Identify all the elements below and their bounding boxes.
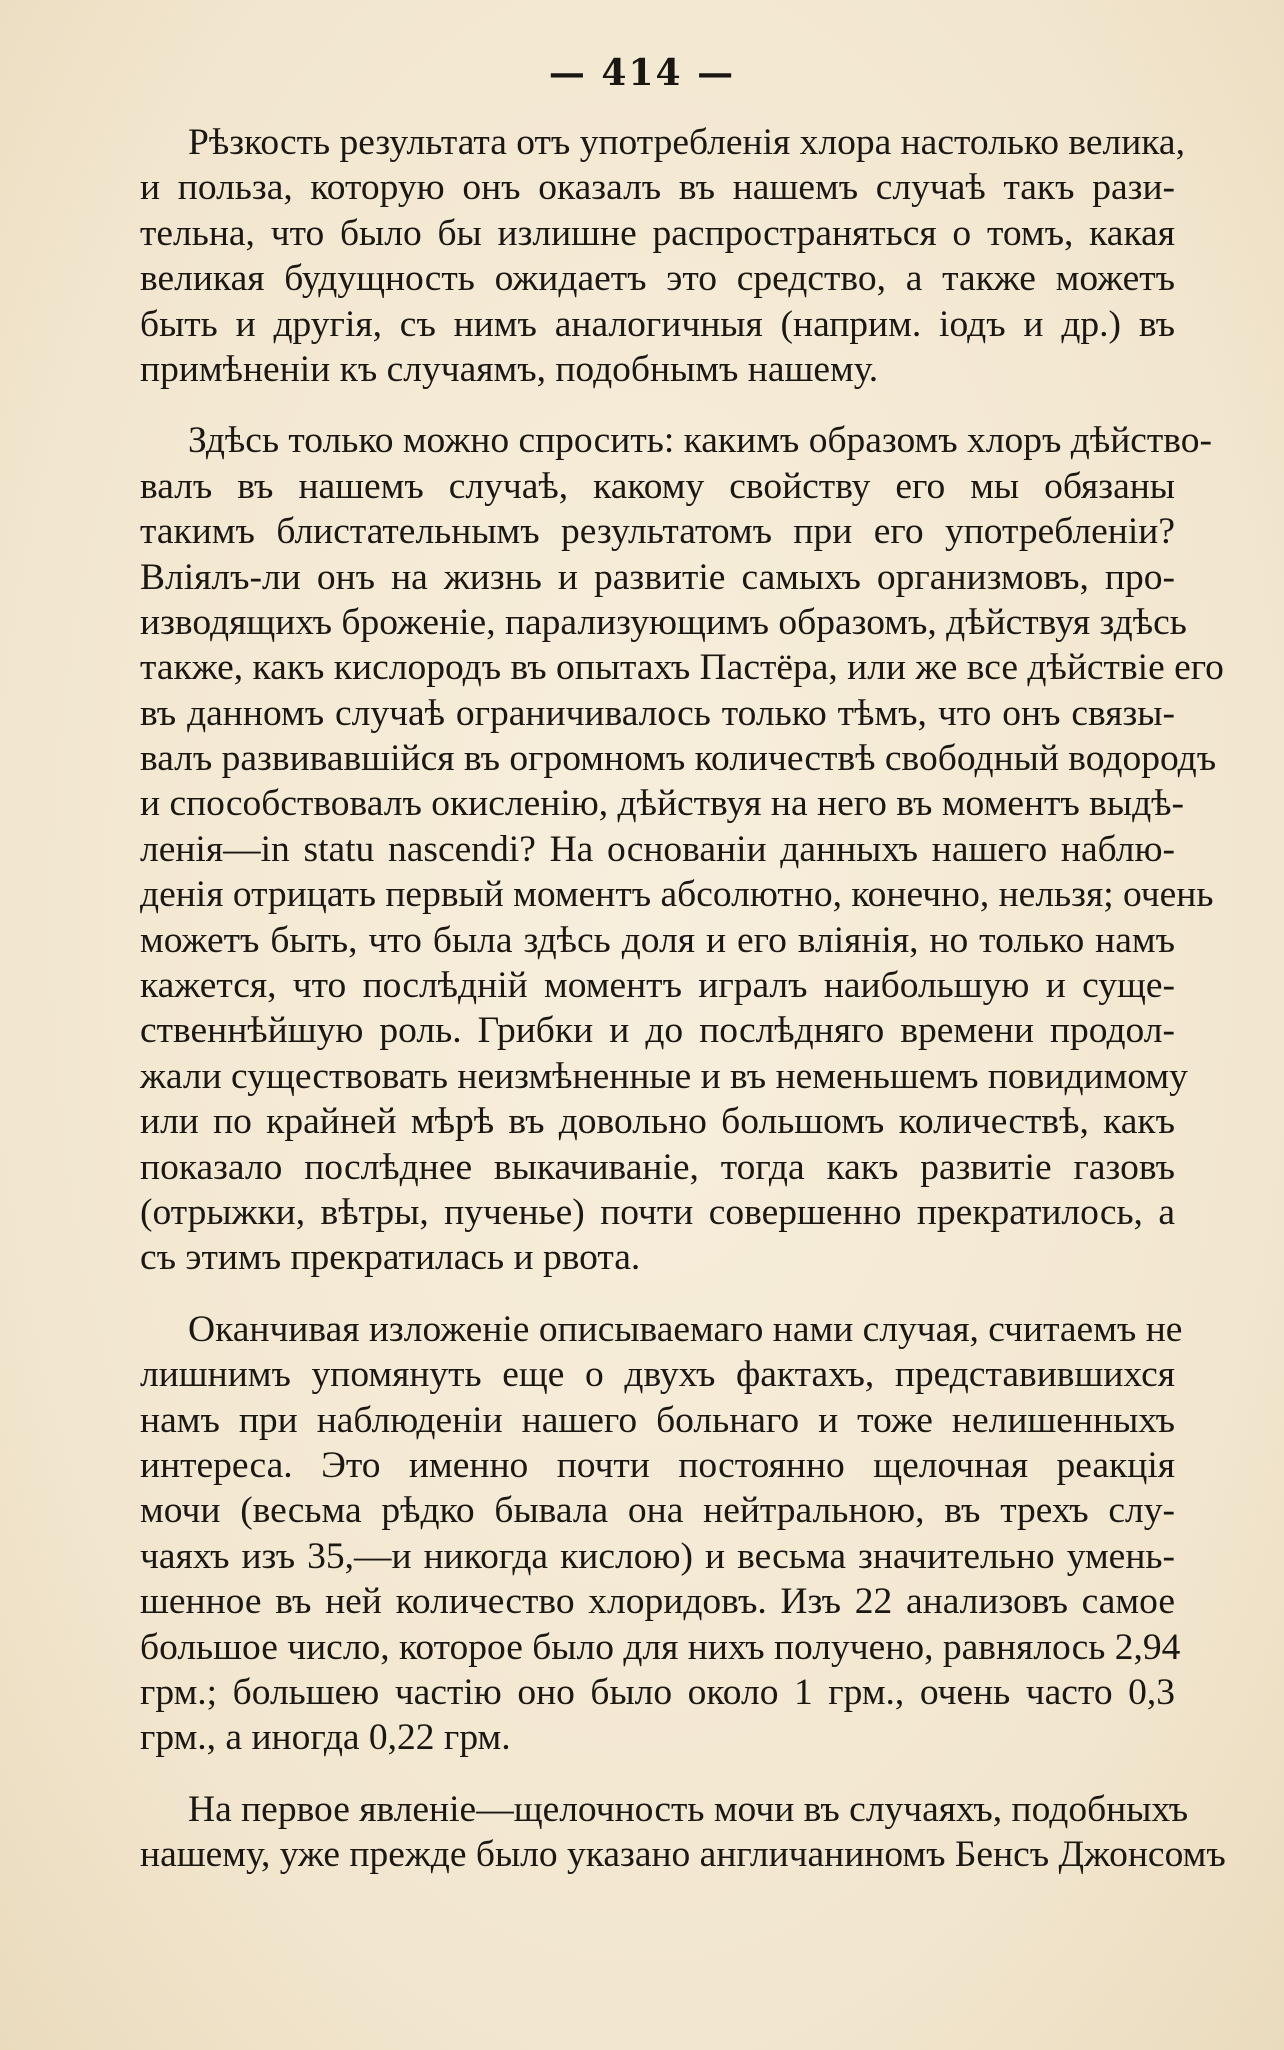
text-line: мочи (весьма рѣдко бывала она нейтральною, въ трехъ слу-: [140, 1490, 1175, 1532]
text-line: тельна, что было бы излишне распространяться о томъ, какая: [140, 212, 1175, 254]
text-line: ленія—in statu nascendi? На основаніи данныхъ нашего наблю-: [140, 828, 1175, 870]
text-line: въ данномъ случаѣ ограничивалось только тѣмъ, что онъ связы-: [140, 692, 1175, 734]
text-line: лишнимъ упомянуть еще о двухъ фактахъ, представившихся: [140, 1354, 1175, 1396]
text-line: великая будущность ожидаетъ это средство, а также можетъ: [140, 258, 1175, 300]
page-number: — 414 —: [548, 52, 736, 94]
text-line: ственнѣйшую роль. Грибки и до послѣдняго времени продол-: [140, 1010, 1175, 1052]
text-line: шенное въ ней количество хлоридовъ. Изъ 22 анализовъ самое: [140, 1581, 1175, 1623]
text-line: кажется, что послѣдній моментъ игралъ наибольшую и суще-: [140, 965, 1175, 1007]
text-line: денія отрицать первый моментъ абсолютно, конечно, нельзя; очень: [140, 874, 1214, 916]
paragraph-4: [140, 1787, 1226, 1878]
text-line: На первое явленіе—щелочность мочи въ случаяхъ, подобныхъ: [188, 1788, 1189, 1830]
text-line: грм., а иногда 0,22 грм.: [140, 1717, 511, 1759]
text-line: грм.; большею частію оно было около 1 грм., очень часто 0,3: [140, 1671, 1175, 1713]
text-line: такимъ блистательнымъ результатомъ при его употребленіи?: [140, 511, 1175, 553]
text-line: и способствовалъ окисленію, дѣйствуя на него въ моментъ выдѣ-: [140, 783, 1185, 825]
text-line: жали существовать неизмѣненные и въ неменьшемъ повидимому: [140, 1055, 1188, 1097]
text-line: валъ въ нашемъ случаѣ, какому свойству его мы обязаны: [140, 465, 1175, 507]
text-line: Оканчивая изложеніе описываемаго нами случая, считаемъ не: [188, 1308, 1183, 1350]
text-line: съ этимъ прекратилась и рвота.: [140, 1237, 641, 1279]
text-line: Здѣсь только можно спросить: какимъ образомъ хлоръ дѣйство-: [188, 420, 1212, 462]
text-line: намъ при наблюденіи нашего больнаго и тоже нелишенныхъ: [140, 1399, 1175, 1441]
text-line: чаяхъ изъ 35,—и никогда кислою) и весьма значительно умень-: [140, 1535, 1175, 1577]
text-line: примѣненіи къ случаямъ, подобнымъ нашему.: [140, 348, 879, 390]
text-line: Рѣзкость результата отъ употребленія хлора настолько велика,: [188, 122, 1185, 163]
paragraph-3: [140, 1307, 1183, 1761]
text-line: нашему, уже прежде было указано англичаниномъ Бенсъ Джонсомъ: [140, 1834, 1226, 1876]
body-text: [140, 120, 1226, 1903]
text-line: (отрыжки, вѣтры, пученье) почти совершенно прекратилось, а: [140, 1191, 1175, 1233]
text-line: можетъ быть, что была здѣсь доля и его вліянія, но только намъ: [140, 919, 1175, 961]
paragraph-1: [140, 120, 1185, 392]
text-line: большое число, которое было для нихъ получено, равнялось 2,94: [140, 1626, 1181, 1668]
text-line: и польза, которую онъ оказалъ въ нашемъ случаѣ такъ рази-: [140, 167, 1175, 209]
text-line: также, какъ кислородъ въ опытахъ Пастёра, или же все дѣйствіе его: [140, 647, 1224, 689]
text-line: или по крайней мѣрѣ въ довольно большомъ количествѣ, какъ: [140, 1101, 1175, 1143]
text-line: Вліялъ-ли онъ на жизнь и развитіе самыхъ организмовъ, про-: [140, 556, 1175, 598]
text-line: показало послѣднее выкачиваніе, тогда какъ развитіе газовъ: [140, 1146, 1175, 1188]
text-line: быть и другія, съ нимъ аналогичныя (наприм. іодъ и др.) въ: [140, 303, 1175, 345]
text-line: валъ развивавшійся въ огромномъ количествѣ свободный водородъ: [140, 738, 1217, 780]
text-line: изводящихъ броженіе, парализующимъ образомъ, дѣйствуя здѣсь: [140, 601, 1187, 643]
text-line: интереса. Это именно почти постоянно щелочная реакція: [140, 1444, 1175, 1486]
paragraph-2: [140, 418, 1224, 1280]
